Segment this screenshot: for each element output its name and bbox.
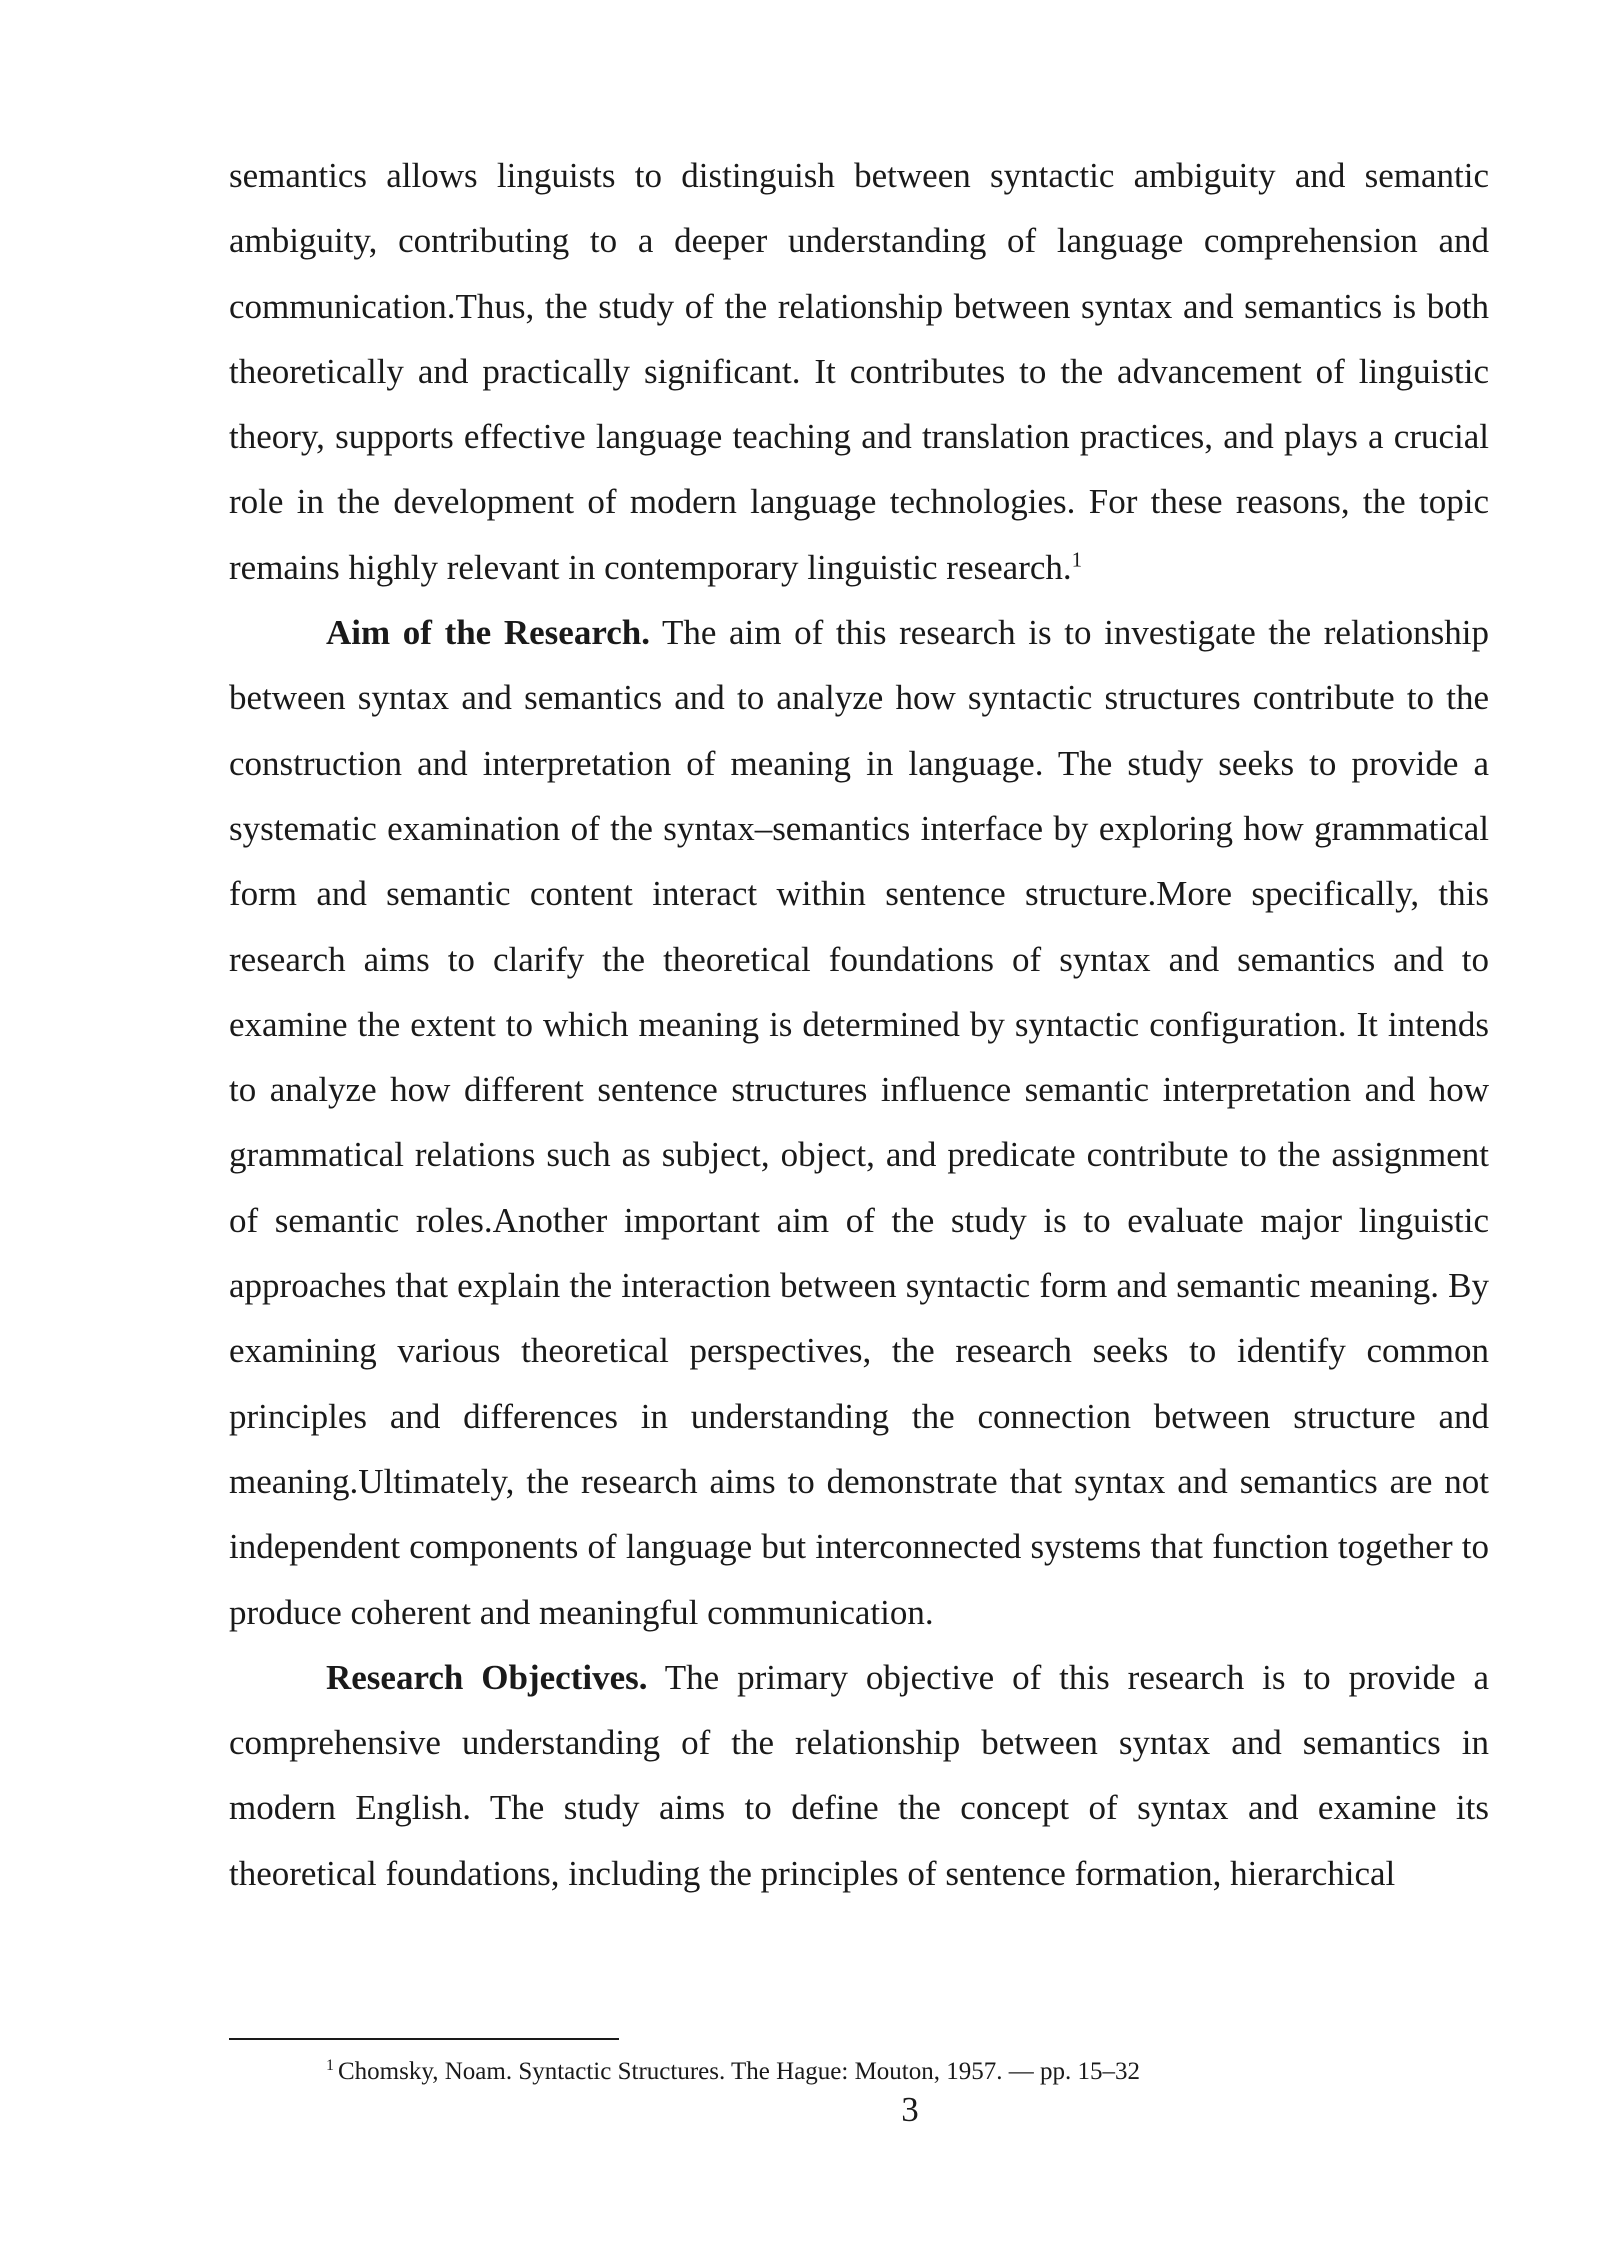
- footnote: [326, 2056, 1426, 2088]
- paragraph-text: The aim of this research is to investigate the relationship between syntax and semantics and to analyze how syntactic structures contribute to the construction and interpretation of meaning in language. The study seeks to provide a systematic examination of the syntax–semantics interface by exploring how grammatical form and semantic content interact within sentence structure.More specifically, this research aims to clarify the theoretical foundations of syntax and semantics and to examine the extent to which meaning is determined by syntactic configuration. It intends to analyze how different sentence structures influence semantic interpretation and how grammatical relations such as subject, object, and predicate contribute to the assignment of semantic roles.Another important aim of the study is to evaluate major linguistic approaches that explain the interaction between syntactic form and semantic meaning. By examining various theoretical perspectives, the research seeks to identify common principles and differences in understanding the connection between structure and meaning.Ultimately, the research aims to demonstrate that syntax and semantics are not independent components of language but interconnected systems that function together to produce coherent and meaningful communication.: [229, 613, 1489, 1632]
- paragraph-text: semantics allows linguists to distinguish between syntactic ambiguity and semantic ambiguity, contributing to a deeper understanding of language comprehension and communication.Thus, the study of the relationship between syntax and semantics is both theoretically and practically significant. It contributes to the advancement of linguistic theory, supports effective language teaching and translation practices, and plays a crucial role in the development of modern language technologies. For these reasons, the topic remains highly relevant in contemporary linguistic research.: [229, 156, 1489, 587]
- body-text: [229, 143, 1489, 1906]
- paragraph-aim-of-research: [229, 600, 1489, 1645]
- paragraph-intro-continued: [229, 143, 1489, 600]
- section-heading-objectives: Research Objectives.: [326, 1657, 648, 1697]
- footnote-mark: 1: [326, 2056, 334, 2074]
- footnote-separator: [229, 2038, 619, 2040]
- paragraph-text: The primary objective of this research is to provide a comprehensive understanding of the relationship between syntax and semantics in modern English. The study aims to define the concept of syntax and examine its theoretical foundations, including the principles of sentence formation, hierarchical: [229, 1657, 1489, 1893]
- paragraph-research-objectives: [229, 1645, 1489, 1906]
- footnote-reference[interactable]: 1: [1071, 547, 1083, 572]
- footnote-text: Chomsky, Noam. Syntactic Structures. The Hague: Mouton, 1957. — pp. 15–32: [338, 2058, 1141, 2085]
- page-number: 3: [901, 2090, 919, 2129]
- section-heading-aim: Aim of the Research.: [326, 613, 650, 653]
